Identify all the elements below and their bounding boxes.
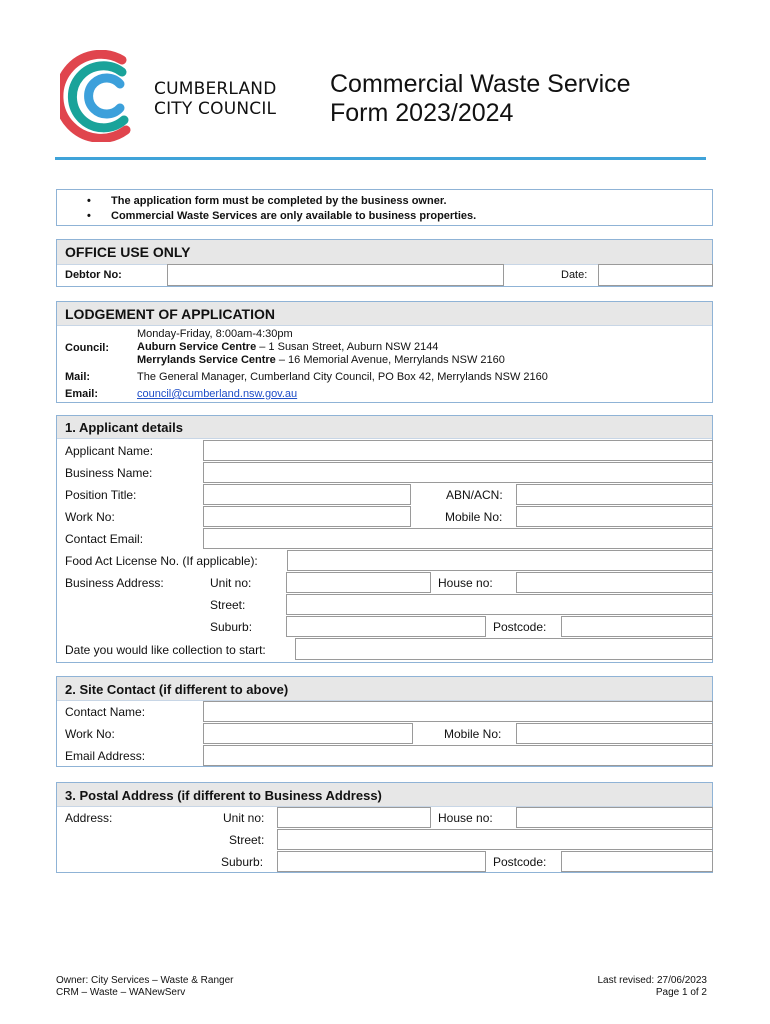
auburn-centre-name: Auburn Service Centre [137,341,257,353]
postal-house-no-label: House no: [438,811,493,825]
notice-text-owner: The application form must be completed by the business owner. [111,195,447,207]
site-email-label: Email Address: [65,749,146,763]
footer-crm: CRM – Waste – WANewServ [56,987,186,998]
start-date-field[interactable] [295,638,713,660]
office-use-section [56,239,713,287]
site-contact-header [57,677,712,701]
mobile-no-label: Mobile No: [445,510,503,524]
merrylands-centre-name: Merrylands Service Centre [137,354,276,366]
site-email-field[interactable] [203,745,713,766]
debtor-no-label: Debtor No: [65,269,122,281]
footer-revised: Last revised: 27/06/2023 [597,975,707,986]
notice-item [87,195,476,207]
mail-address: The General Manager, Cumberland City Council, PO Box 42, Merrylands NSW 2160 [137,371,548,383]
suburb-field[interactable] [286,616,486,637]
postal-unit-no-label: Unit no: [223,811,265,825]
postal-address-section [56,782,713,873]
site-contact-heading: 2. Site Contact (if different to above) [65,682,289,697]
title-divider [55,157,706,160]
lodgement-section [56,301,713,403]
suburb-label: Suburb: [210,620,253,634]
site-work-no-label: Work No: [65,727,115,741]
notice-box [56,189,713,226]
work-no-label: Work No: [65,510,115,524]
postcode-field[interactable] [561,616,713,637]
business-name-label: Business Name: [65,466,153,480]
applicant-header [57,416,712,439]
site-contact-section [56,676,713,767]
council-email-link[interactable]: council@cumberland.nsw.gov.au [137,388,298,400]
business-address-label: Business Address: [65,576,164,590]
house-no-field[interactable] [516,572,713,593]
postal-street-label: Street: [229,833,265,847]
title-line1: Commercial Waste Service [330,70,631,98]
date-label: Date: [561,269,588,281]
footer-right [597,975,707,999]
postal-unit-no-field[interactable] [277,807,431,828]
footer-page: Page 1 of 2 [655,987,707,998]
postal-address-label: Address: [65,811,113,825]
applicant-section [56,415,713,663]
email-label: Email: [65,388,99,400]
applicant-name-field[interactable] [203,440,713,461]
site-work-no-field[interactable] [203,723,413,744]
notice-item [87,210,476,222]
council-logo-icon [60,50,160,142]
street-field[interactable] [286,594,713,615]
postcode-label: Postcode: [493,620,547,634]
site-contact-name-field[interactable] [203,701,713,722]
date-field[interactable] [598,264,713,286]
site-contact-name-label: Contact Name: [65,705,146,719]
food-license-label: Food Act License No. (If applicable): [65,554,258,568]
merrylands-centre [137,354,505,366]
postal-postcode-label: Postcode: [493,855,547,869]
contact-email-label: Contact Email: [65,532,144,546]
org-name-line2: CITY COUNCIL [154,99,277,119]
auburn-centre [137,341,438,353]
council-label: Council: [65,342,109,354]
street-label: Street: [210,598,246,612]
house-no-label: House no: [438,576,493,590]
org-name-line1: CUMBERLAND [154,79,277,99]
postal-postcode-field[interactable] [561,851,713,872]
mobile-no-field[interactable] [516,506,713,527]
business-name-field[interactable] [203,462,713,483]
position-title-field[interactable] [203,484,411,505]
position-title-label: Position Title: [65,488,137,502]
mail-label: Mail: [65,371,91,383]
office-use-heading: OFFICE USE ONLY [65,244,191,260]
notice-list [87,195,476,225]
debtor-no-field[interactable] [167,264,504,286]
footer-left [56,975,233,999]
lodgement-heading: LODGEMENT OF APPLICATION [65,306,275,322]
footer-owner: Owner: City Services – Waste & Ranger [56,975,234,986]
page-title [330,70,631,128]
postal-address-header [57,783,712,807]
office-hours: Monday-Friday, 8:00am-4:30pm [137,328,293,340]
contact-email-field[interactable] [203,528,713,549]
abn-field[interactable] [516,484,713,505]
postal-suburb-label: Suburb: [221,855,264,869]
lodgement-header [57,302,712,326]
postal-street-field[interactable] [277,829,713,850]
notice-text-business: Commercial Waste Services are only available to business properties. [111,210,477,222]
start-date-label: Date you would like collection to start: [65,643,266,657]
applicant-heading: 1. Applicant details [65,420,183,435]
council-logo [60,50,300,142]
abn-label: ABN/ACN: [446,488,503,502]
unit-no-label: Unit no: [210,576,252,590]
food-license-field[interactable] [287,550,713,571]
auburn-centre-address: – 1 Susan Street, Auburn NSW 2144 [256,341,439,353]
postal-suburb-field[interactable] [277,851,486,872]
postal-house-no-field[interactable] [516,807,713,828]
postal-address-heading: 3. Postal Address (if different to Business Address) [65,788,382,803]
site-mobile-no-label: Mobile No: [444,727,502,741]
unit-no-field[interactable] [286,572,431,593]
site-mobile-no-field[interactable] [516,723,713,744]
office-use-header [57,240,712,265]
title-line2: Form 2023/2024 [330,99,514,127]
work-no-field[interactable] [203,506,411,527]
applicant-name-label: Applicant Name: [65,444,154,458]
merrylands-centre-address: – 16 Memorial Avenue, Merrylands NSW 2160 [275,354,505,366]
